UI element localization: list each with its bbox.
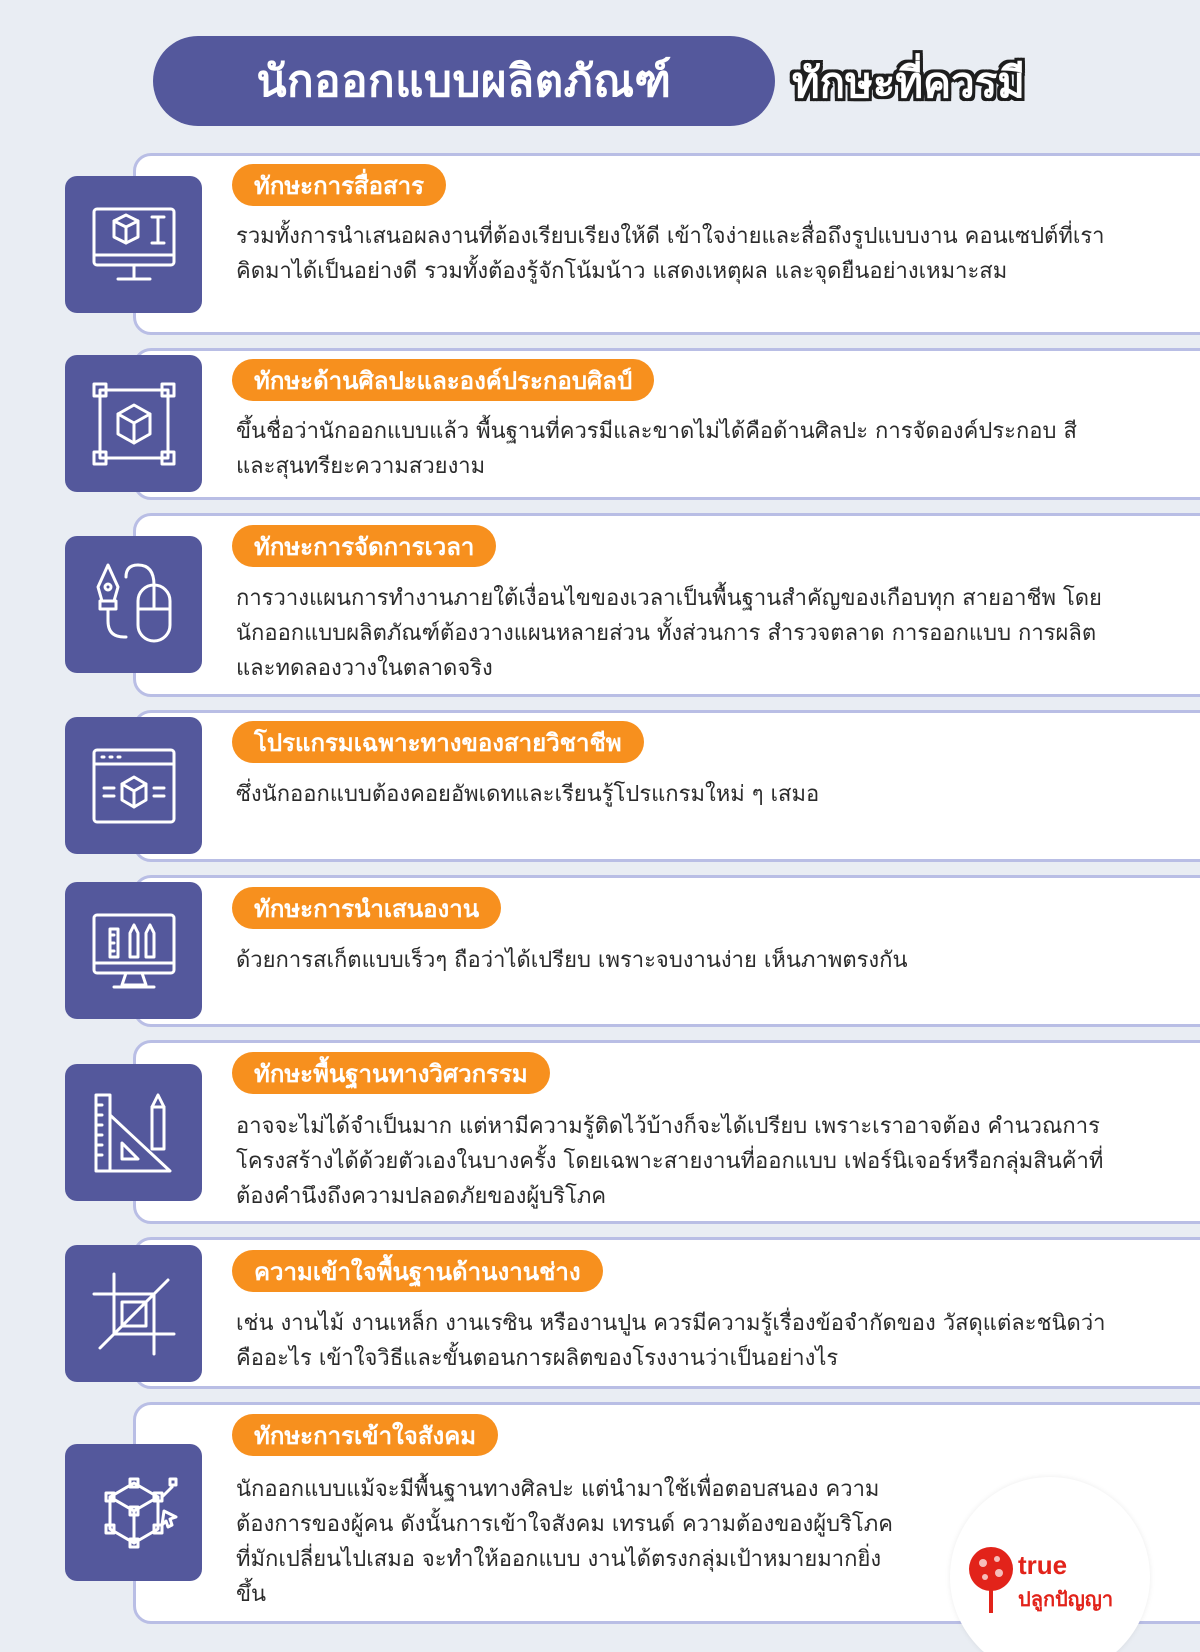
- tree-logo-icon: [965, 1545, 1017, 1615]
- ruler-triangle-pencil-icon: [65, 1064, 202, 1201]
- browser-cube-icon: [65, 717, 202, 854]
- page-title: นักออกแบบผลิตภัณฑ์: [153, 36, 775, 126]
- skill-description: การวางแผนการทำงานภายใต้เงื่อนไขของเวลาเป็นพื้นฐานสำคัญของเกือบทุก สายอาชีพ โดยนักออกแบบผลิตภัณฑ์ต้องวางแผนหลายส่วน ทั้งส่วนการ สำรวจตลาด การออกแบบ การผลิต และทดลองวางในตลาดจริง: [236, 586, 1102, 681]
- skill-title: ทักษะด้านศิลปะและองค์ประกอบศิลป์: [232, 359, 654, 401]
- skill-title: ความเข้าใจพื้นฐานด้านงานช่าง: [232, 1250, 603, 1292]
- skill-description: อาจจะไม่ได้จำเป็นมาก แต่หามีความรู้ติดไว้บ้างก็จะได้เปรียบ เพราะเราอาจต้อง คำนวณการโครงสร้างได้ด้วยตัวเองในบางครั้ง โดยเฉพาะสายงานที่ออกแบบ เฟอร์นิเจอร์หรือกลุ่มสินค้าที่ต้องคำนึงถึงความปลอดภัยของผู้บริโภค: [236, 1114, 1104, 1209]
- pen-tool-mouse-icon: [65, 536, 202, 673]
- crop-tool-icon: [65, 1245, 202, 1382]
- skill-title: โปรแกรมเฉพาะทางของสายวิชาชีพ: [232, 721, 644, 763]
- vector-cube-cursor-icon: [65, 1444, 202, 1581]
- bounding-box-cube-icon: [65, 355, 202, 492]
- monitor-drawing-tools-icon: [65, 882, 202, 1019]
- skill-title: ทักษะพื้นฐานทางวิศวกรรม: [232, 1052, 550, 1094]
- skill-description: ด้วยการสเก็ตแบบเร็วๆ ถือว่าได้เปรียบ เพราะจบงานง่าย เห็นภาพตรงกัน: [236, 948, 908, 973]
- monitor-3d-cube-icon: [65, 176, 202, 313]
- page-subtitle: ทักษะที่ควรมี: [792, 58, 1025, 107]
- skill-description: รวมทั้งการนำเสนอผลงานที่ต้องเรียบเรียงให้ดี เข้าใจง่ายและสื่อถึงรูปแบบงาน คอนเซปต์ที่เราคิดมาได้เป็นอย่างดี รวมทั้งต้องรู้จักโน้มน้าว แสดงเหตุผล และจุดยืนอย่างเหมาะสม: [236, 224, 1105, 284]
- skill-title: ทักษะการเข้าใจสังคม: [232, 1414, 498, 1456]
- skill-description: ขึ้นชื่อว่านักออกแบบแล้ว พื้นฐานที่ควรมีและขาดไม่ได้คือด้านศิลปะ การจัดองค์ประกอบ สี และสุนทรียะความสวยงาม: [236, 419, 1077, 479]
- skill-description: นักออกแบบแม้จะมีพื้นฐานทางศิลปะ แต่นำมาใช้เพื่อตอบสนอง ความต้องการของผู้คน ดังนั้นการเข้าใจสังคม เทรนด์ ความต้องของผู้บริโภคที่มักเปลี่ยนไปเสมอ จะทำให้ออกแบบ งานได้ตรงกลุ่มเป้าหมายมากยิ่งขึ้น: [236, 1477, 893, 1607]
- skill-title: ทักษะการนำเสนองาน: [232, 887, 501, 929]
- skill-description: ซึ่งนักออกแบบต้องคอยอัพเดทและเรียนรู้โปรแกรมใหม่ ๆ เสมอ: [236, 782, 820, 807]
- brand-name: true: [1018, 1550, 1068, 1580]
- brand-tagline: ปลูกปัญญา: [1018, 1587, 1114, 1611]
- skill-description: เช่น งานไม้ งานเหล็ก งานเรซิน หรืองานปูน ควรมีความรู้เรื่องข้อจำกัดของ วัสดุแต่ละชนิดว่าคืออะไร เข้าใจวิธีและขั้นตอนการผลิตของโรงงานว่าเป็นอย่างไร: [236, 1311, 1106, 1371]
- skill-title: ทักษะการสื่อสาร: [232, 164, 446, 206]
- skill-title: ทักษะการจัดการเวลา: [232, 525, 496, 567]
